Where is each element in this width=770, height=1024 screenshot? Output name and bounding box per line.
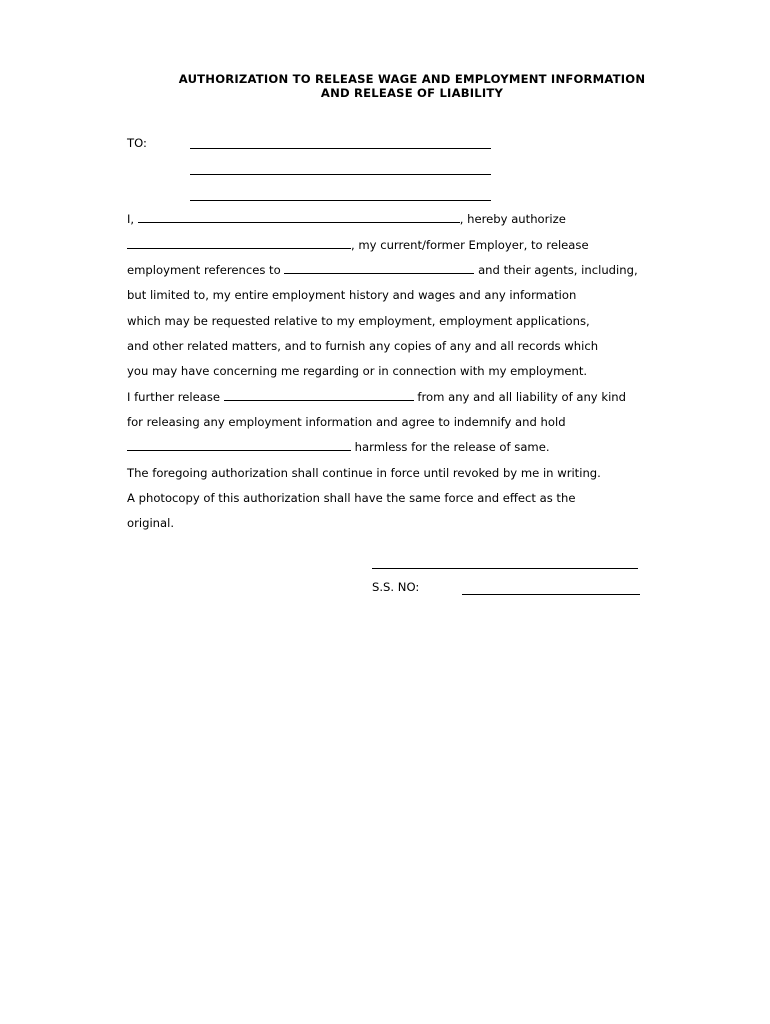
- body-line-2: [127, 237, 589, 253]
- body-text: harmless for the release of same.: [351, 440, 550, 454]
- body-line-12: A photocopy of this authorization shall have the same force and effect as the: [127, 491, 576, 505]
- indemnify-party-blank[interactable]: [127, 439, 351, 451]
- body-line-4: but limited to, my entire employment history and wages and any information: [127, 288, 577, 302]
- signature-line[interactable]: [372, 568, 638, 569]
- body-line-10: [127, 439, 550, 455]
- body-line-11: The foregoing authorization shall continue in force until revoked by me in writing.: [127, 466, 601, 480]
- document-title-line-2: AND RELEASE OF LIABILITY: [320, 86, 504, 100]
- to-label: TO:: [127, 136, 147, 150]
- body-line-8: [127, 389, 626, 405]
- body-line-7: you may have concerning me regarding or in connection with my employment.: [127, 364, 588, 378]
- to-address-line-3[interactable]: [190, 200, 491, 201]
- body-text: I further release: [127, 390, 224, 404]
- body-text: , hereby authorize: [459, 212, 566, 226]
- release-party-blank[interactable]: [224, 389, 414, 401]
- references-recipient-blank[interactable]: [284, 262, 474, 274]
- body-text: from any and all liability of any kind: [413, 390, 626, 404]
- body-line-5: which may be requested relative to my employment, employment applications,: [127, 314, 590, 328]
- to-address-line-2[interactable]: [190, 174, 491, 175]
- body-line-3: [127, 262, 638, 278]
- employer-blank[interactable]: [127, 237, 351, 249]
- body-line-9: for releasing any employment information and agree to indemnify and hold: [127, 415, 566, 429]
- ssn-field-line[interactable]: [462, 594, 640, 595]
- body-text: and their agents, including,: [474, 263, 638, 277]
- to-address-line-1[interactable]: [190, 148, 491, 149]
- body-line-13: original.: [127, 516, 175, 530]
- ssn-label: S.S. NO:: [372, 580, 420, 594]
- name-blank[interactable]: [138, 211, 460, 223]
- body-text: employment references to: [127, 263, 285, 277]
- body-line-1: [127, 211, 566, 227]
- body-line-6: and other related matters, and to furnish any copies of any and all records which: [127, 339, 599, 353]
- document-title-line-1: AUTHORIZATION TO RELEASE WAGE AND EMPLOYMENT INFORMATION: [178, 72, 646, 86]
- body-text: , my current/former Employer, to release: [351, 238, 589, 252]
- body-text: I,: [127, 212, 138, 226]
